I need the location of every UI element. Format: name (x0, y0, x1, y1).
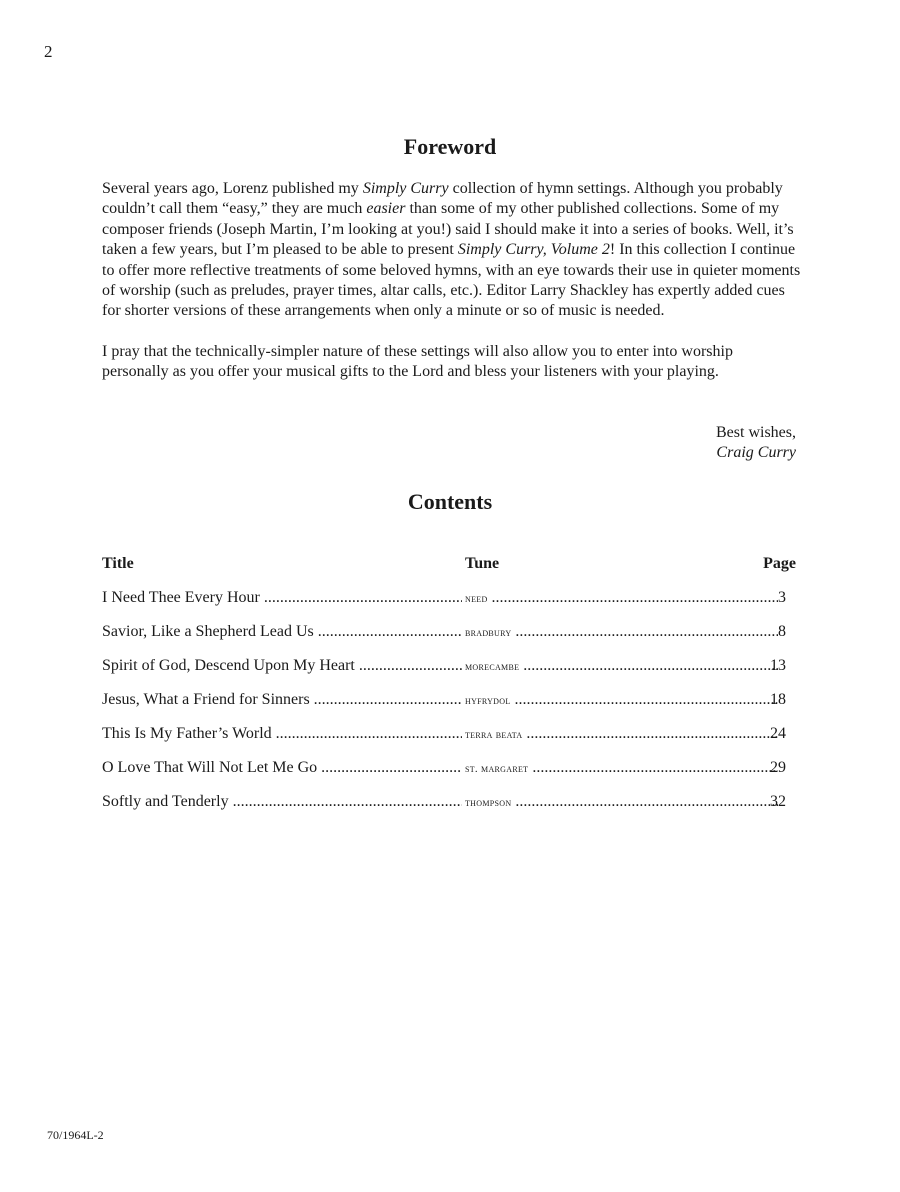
document-code: 70/1964L-2 (47, 1128, 104, 1142)
row-tune (465, 759, 778, 777)
row-title (102, 691, 462, 709)
tune-name: morecambe (465, 661, 520, 673)
row-tune (465, 623, 778, 641)
contents-row (102, 691, 796, 725)
row-title (102, 759, 462, 777)
tune-name: hyfrydol (465, 695, 511, 707)
contents-row (102, 759, 796, 793)
closing-line: Best wishes, (716, 424, 796, 441)
foreword-paragraph-2: I pray that the technically-simpler nature of these settings will also allow you to enter into worship personally as you offer your musical gifts to the Lord and bless your listeners with your playing. (102, 342, 733, 381)
hymn-title: Savior, Like a Shepherd Lead Us (102, 623, 314, 640)
row-title (102, 623, 462, 641)
row-page: 29 (770, 759, 786, 776)
contents-rows (102, 589, 796, 827)
signature: Craig Curry (716, 444, 796, 462)
row-page: 13 (770, 657, 786, 674)
page-number: 2 (44, 42, 53, 61)
row-title (102, 589, 462, 607)
text-run: than some of my other published collections. Some of my composer friends (Joseph Martin, I’m looking at you!) said I should make it into a series of books. Well, it’s taken a few years, but I’m pleased to be able to present (102, 200, 794, 259)
row-title (102, 657, 462, 675)
signoff (716, 423, 796, 464)
row-tune (465, 657, 778, 675)
row-page: 8 (778, 623, 786, 640)
contents-row (102, 623, 796, 657)
row-page: 32 (770, 793, 786, 810)
tune-name: st. margaret (465, 763, 529, 775)
foreword-body (102, 179, 802, 383)
italic-text: easier (366, 200, 406, 218)
foreword-paragraph-1 (102, 179, 802, 322)
row-page: 3 (778, 589, 786, 606)
row-title (102, 725, 462, 743)
row-tune (465, 691, 778, 709)
contents-title: Contents (407, 489, 493, 514)
header-title: Title (102, 555, 134, 572)
tune-name: terra beata (465, 729, 523, 741)
hymn-title: O Love That Will Not Let Me Go (102, 759, 318, 776)
text-run: Several years ago, Lorenz published my (102, 180, 363, 197)
tune-name: bradbury (465, 627, 512, 639)
hymn-title: Spirit of God, Descend Upon My Heart (102, 657, 355, 674)
row-tune (465, 793, 778, 811)
contents-row (102, 589, 796, 623)
contents-row (102, 725, 796, 759)
contents-row (102, 657, 796, 691)
header-tune: Tune (465, 555, 500, 572)
hymn-title: Jesus, What a Friend for Sinners (102, 691, 310, 708)
hymn-title: I Need Thee Every Hour (102, 589, 260, 606)
row-page: 24 (770, 725, 786, 742)
hymn-title: This Is My Father’s World (102, 725, 272, 742)
italic-text: Simply Curry, Volume 2 (457, 241, 610, 259)
row-page: 18 (770, 691, 786, 708)
hymn-title: Softly and Tenderly (102, 793, 229, 810)
tune-name: need (465, 593, 488, 605)
row-tune (465, 725, 778, 743)
text-run: ! In this collection I continue to offer more reflective treatments of some beloved hymns, with an eye towards their use in quieter moments of worship (such as preludes, prayer times, altar calls, etc.). Editor Larry Shackley has expertly added cues for shorter versions of these arrangements when only a minute or so of music is needed. (102, 241, 801, 320)
row-tune (465, 589, 778, 607)
contents-header-row (102, 555, 796, 577)
contents-row (102, 793, 796, 827)
italic-text: Simply Curry (362, 180, 449, 197)
row-title (102, 793, 462, 811)
foreword-title: Foreword (403, 134, 497, 159)
contents-table (102, 555, 796, 827)
tune-name: thompson (465, 797, 512, 809)
header-page: Page (763, 555, 796, 572)
text-run: collection of hymn settings. Although you probably couldn’t call them “easy,” they are much (102, 180, 783, 218)
